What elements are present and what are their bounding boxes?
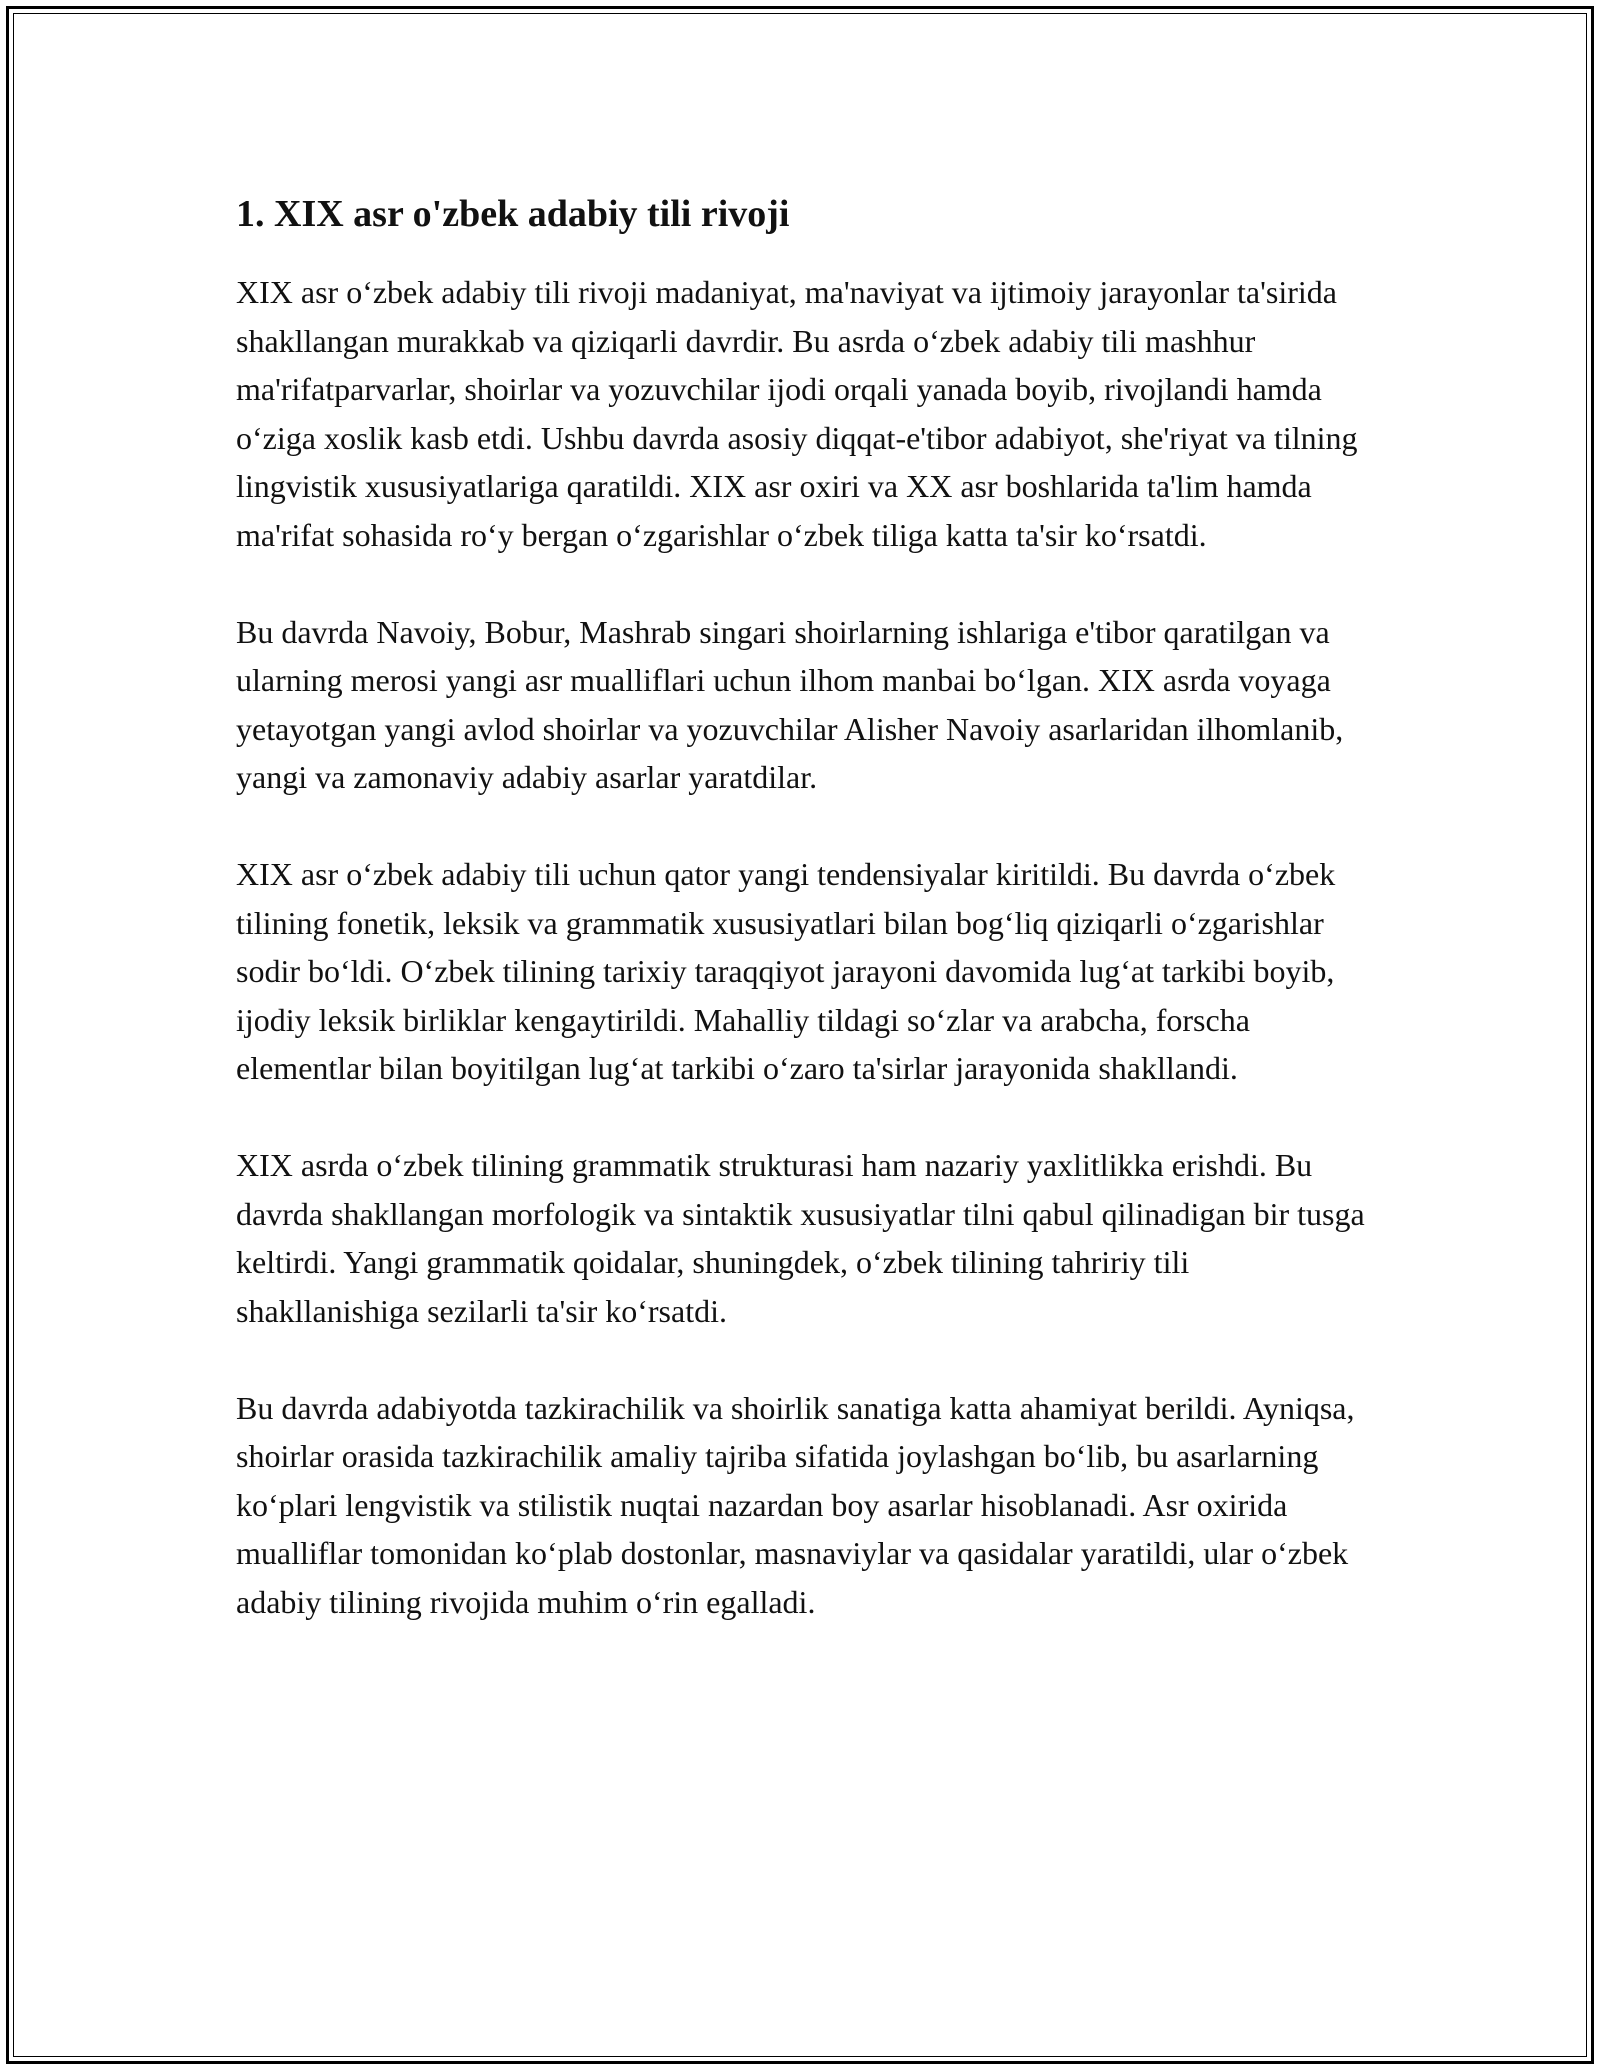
paragraph-5: Bu davrda adabiyotda tazkirachilik va shoirlik sanatiga katta ahamiyat berildi. Ayniqsa, shoirlar orasida tazkirachilik amaliy tajriba sifatida joylashgan bo‘lib, bu asarlarning ko‘plari lengvistik va stilistik nuqtai nazardan boy asarlar hisoblanadi. Asr oxirida mualliflar tomonidan ko‘plab dostonlar, masnaviylar va qasidalar yaratildi, ular o‘zbek adabiy tilining rivojida muhim o‘rin egalladi.: [236, 1389, 1355, 1620]
paragraph-2: Bu davrda Navoiy, Bobur, Mashrab singari shoirlarning ishlariga e'tibor qaratilgan va ularning merosi yangi asr mualliflari uchun ilhom manbai bo‘lgan. XIX asrda voyaga yetayotgan yangi avlod shoirlar va yozuvchilar Alisher Navoiy asarlaridan ilhomlanib, yangi va zamonaviy adabiy asarlar yaratdilar.: [236, 613, 1344, 795]
document-body: [236, 184, 1376, 1675]
paragraph-4: XIX asrda o‘zbek tilining grammatik strukturasi ham nazariy yaxlitlikka erishdi. Bu davrda shakllangan morfologik va sintaktik xususiyatlar tilni qabul qilinadigan bir tusga keltirdi. Yangi grammatik qoidalar, shuningdek, o‘zbek tilining tahririy tili shakllanishiga sezilarli ta'sir ko‘rsatdi.: [236, 1147, 1365, 1329]
section-heading: 1. XIX asr o'zbek adabiy tili rivoji: [236, 193, 790, 235]
paragraph-3: XIX asr o‘zbek adabiy tili uchun qator yangi tendensiyalar kiritildi. Bu davrda o‘zbek tilining fonetik, leksik va grammatik xususiyatlari bilan bog‘liq qiziqarli o‘zgarishlar sodir bo‘ldi. O‘zbek tilining tarixiy taraqqiyot jarayoni davomida lug‘at tarkibi boyib, ijodiy leksik birliklar kengaytirildi. Mahalliy tildagi so‘zlar va arabcha, forscha elementlar bilan boyitilgan lug‘at tarkibi o‘zaro ta'sirlar jarayonida shakllandi.: [236, 856, 1336, 1086]
paragraph-1: XIX asr o‘zbek adabiy tili rivoji madaniyat, ma'naviyat va ijtimoiy jarayonlar ta'sirida shakllangan murakkab va qiziqarli davrdir. Bu asrda o‘zbek adabiy tili mashhur ma'rifatparvarlar, shoirlar va yozuvchilar ijodi orqali yanada boyib, rivojlandi hamda o‘ziga xoslik kasb etdi. Ushbu davrda asosiy diqqat-e'tibor adabiyot, she'riyat va tilning lingvistik xususiyatlariga qaratildi. XIX asr oxiri va XX asr boshlarida ta'lim hamda ma'rifat sohasida ro‘y bergan o‘zgarishlar o‘zbek tiliga katta ta'sir ko‘rsatdi.: [236, 274, 1358, 553]
